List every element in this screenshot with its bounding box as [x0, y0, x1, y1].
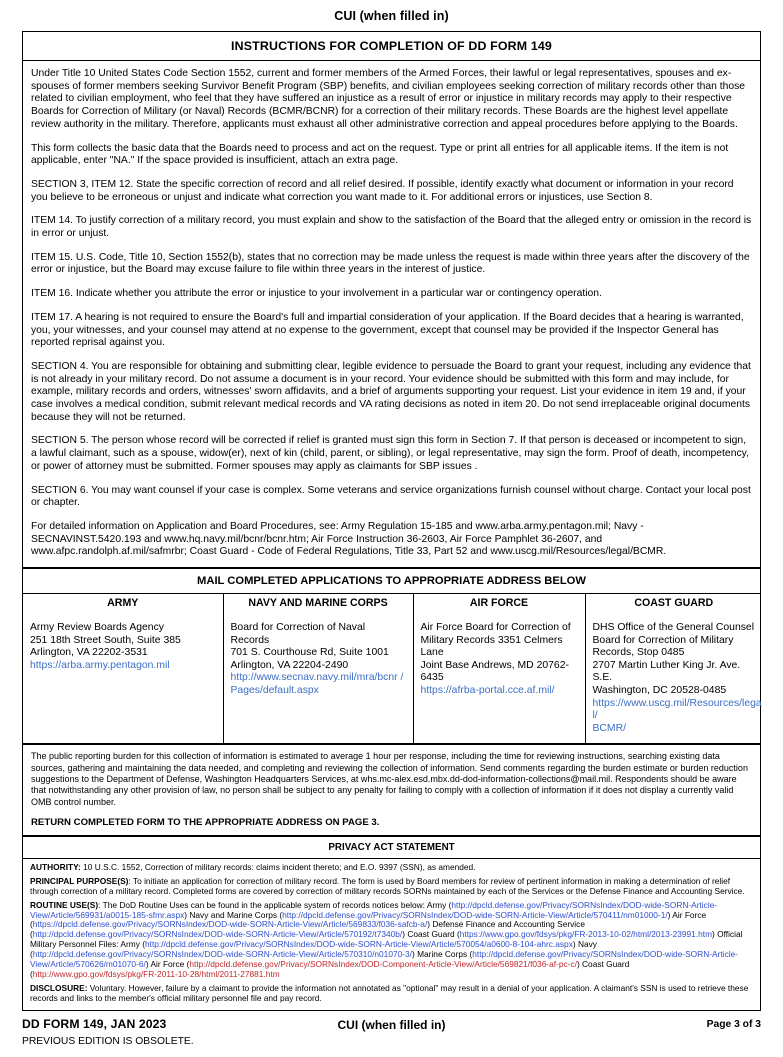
- instruction-paragraph: Under Title 10 United States Code Section 1552, current and former members of the Armed Forces, their lawful or legal representatives, spouses and ex-spouses of former members seeking Survivor Benefit Program (SBP) benefits, and civilian employees seeking correction of military records other than those related to civilian employment, who feel that they have suffered an injustice as a result of error or injustice in military records may apply to their respective Boards for Correction of Military (or Naval) Records (BCMR/BCNR) for a correction of their military records. These Boards are the highest level appellate review authority in the military. Therefore, applicants must exhaust all other administrative correction and appeal procedures before applying to the Boards.: [31, 68, 746, 130]
- disclosure-label: DISCLOSURE:: [30, 982, 88, 993]
- cui-banner-bottom: CUI (when filled in): [337, 1017, 446, 1032]
- form-identifier: DD FORM 149, JAN 2023: [22, 1016, 167, 1031]
- address-line: Joint Base Andrews, MD 20762-6435: [420, 659, 569, 684]
- previous-edition-note: PREVIOUS EDITION IS OBSOLETE.: [22, 1035, 194, 1047]
- principal-purpose-label: PRINCIPAL PURPOSE(S): [30, 875, 129, 886]
- routine-use-url[interactable]: https://www.gpo.gov/fdsys/pkg/FR-2013-10-02/html/2013-23991.htm: [459, 929, 713, 940]
- instruction-paragraph: ITEM 14. To justify correction of a military record, you must explain and show to the satisfaction of the Board that the alleged entry or omission in the record is in error or unjust.: [31, 215, 752, 240]
- addresses-table: [23, 594, 762, 743]
- instruction-paragraph: SECTION 3, ITEM 12. State the specific correction of record and all relief desired. If possible, identify exactly what document or information in your record you believe to be erroneous or unjust and indicate what correction you want made to it. For additional errors or injustices, use Section 8.: [31, 178, 734, 203]
- routine-use-text: ) Defense Finance and Accounting Service (: [30, 919, 585, 940]
- address-line: Records, Stop 0485: [592, 647, 685, 659]
- army-website-link[interactable]: https://arba.army.pentagon.mil: [30, 659, 170, 671]
- routine-use-label: ROUTINE USE(S): [30, 899, 99, 910]
- authority-paragraph: [30, 863, 753, 873]
- routine-use-url[interactable]: http://dpcld.defense.gov/Privacy/SORNsIndex/DOD-wide-SORN-Article-View/Article/570054/a0600-8-104-ahrc.aspx: [144, 939, 573, 950]
- address-line: 701 S. Courthouse Rd, Suite 1001: [230, 647, 389, 659]
- instruction-paragraph: SECTION 6. You may want counsel if your case is complex. Some veterans and service organizations furnish counsel without charge. Contact your local post or chapter.: [31, 484, 751, 509]
- privacy-act-title: PRIVACY ACT STATEMENT: [22, 836, 761, 859]
- routine-use-text: ) Navy (: [30, 939, 597, 960]
- instructions-box: [22, 31, 761, 568]
- mail-addresses-section: [22, 568, 761, 744]
- column-header-navy: NAVY AND MARINE CORPS: [223, 594, 413, 613]
- address-line: Washington, DC 20528-0485: [592, 685, 727, 697]
- instruction-paragraph: ITEM 16. Indicate whether you attribute the error or injustice to your involvement in a particular war or contingency operation.: [31, 288, 602, 300]
- address-cell-air-force: [413, 613, 585, 743]
- column-header-coast-guard: COAST GUARD: [634, 597, 714, 610]
- address-line: Air Force Board for Correction of: [420, 622, 571, 634]
- coast-guard-website-link[interactable]: https://www.uscg.mil/Resources/lega l/: [592, 697, 762, 722]
- instruction-paragraph: SECTION 4. You are responsible for obtaining and submitting clear, legible evidence to persuade the Board to grant your request, including any evidence that is not already in your military record. Do not assume a document is in your record. Your evidence should be submitted with this form and may include, for example, military records and orders, witnesses' sworn affidavits, and a brief of arguments supporting your request. List your evidence in item 19 and, if your case involves a medical condition, submit relevant medical records and VA rating decisions as noted in item 20. Do not send irreplaceable original documents because they will not be returned.: [31, 360, 751, 423]
- routine-use-links: [30, 900, 743, 979]
- instructions-title: INSTRUCTIONS FOR COMPLETION OF DD FORM 149: [23, 32, 760, 61]
- instruction-paragraph: ITEM 17. A hearing is not required to ensure the Board's full and impartial consideration of your application. If the Board decides that a hearing is warranted, you, your witnesses, and your counsel may attend at no expense to the government, except that counsel may be provided if the Inspector General has reported reprisal against you.: [31, 311, 744, 349]
- routine-use-text: ) Official Military Personnel Files: Army (: [30, 929, 743, 950]
- page-footer: [22, 1017, 761, 1057]
- address-line: Arlington, VA 22202-3531: [30, 647, 148, 659]
- address-line: Board for Correction of Military: [592, 634, 734, 646]
- routine-use-text: ) Coast Guard (: [402, 929, 460, 940]
- privacy-act-body: [22, 859, 761, 1011]
- cui-banner-top: CUI (when filled in): [334, 9, 449, 23]
- coast-guard-website-link-cont[interactable]: BCMR/: [592, 722, 626, 734]
- table-header-row: [23, 594, 762, 613]
- address-line: Army Review Boards Agency: [30, 622, 164, 634]
- instruction-paragraph: ITEM 15. U.S. Code, Title 10, Section 1552(b), states that no correction may be made unless the request is made within three years after the discovery of the error or injustice, but the Board may excuse failure to file within three years in the interest of justice.: [31, 251, 750, 276]
- address-cell-army: [23, 613, 223, 743]
- address-line: Board for Correction of Naval Records: [230, 622, 366, 646]
- routine-use-paragraph: [30, 901, 753, 980]
- public-burden-box: [22, 744, 761, 835]
- routine-use-url[interactable]: http://www.gpo.gov/fdsys/pkg/FR-2011-10-28/html/2011-27881.htm: [32, 968, 280, 979]
- navy-website-link-cont[interactable]: Pages/default.aspx: [230, 685, 319, 697]
- routine-use-intro: : The DoD Routine Uses can be found in the applicable system of records notices below: Army (: [98, 899, 452, 910]
- routine-use-text: ) Air Force (: [145, 959, 190, 970]
- page-number: Page 3 of 3: [706, 1018, 761, 1030]
- address-cell-coast-guard: [585, 613, 762, 743]
- routine-use-text: ) Coast Guard (: [30, 959, 630, 979]
- routine-use-url[interactable]: http://dpcld.defense.gov/Privacy/SORNsIndex/DOD-wide-SORN-Article-View/Article/570411/nm01000-1/: [282, 909, 668, 920]
- navy-website-link[interactable]: http://www.secnav.navy.mil/mra/bcnr /: [230, 672, 404, 684]
- principal-purpose-text: : To initiate an application for correction of military record. The form is used by Board members for review of pertinent information in making a determination of relief through correction of a military record. Completed forms are covered by correction of military records SORNs maintained by each of the Services or the Defense Finance and Accounting Service.: [30, 875, 745, 896]
- routine-use-url[interactable]: http://dpcld.defense.gov/Privacy/SORNsIndex/DOD-wide-SORN-Article-View/Article/570310/n01070-3/: [32, 949, 412, 960]
- routine-use-url[interactable]: http://dpcld.defense.gov/Privacy/SORNsIndex/DOD-wide-SORN-Article-View/Article/569931/a0015-185-sfmr.aspx: [30, 899, 718, 920]
- routine-use-url[interactable]: https://dpcld.defense.gov/Privacy/SORNsIndex/DOD-wide-SORN-Article-View/Article/569833/f036-safcb-a/: [32, 919, 428, 930]
- instruction-paragraph: This form collects the basic data that the Boards need to process and act on the request. Type or print all entries for all applicable items. If the item is not applicable, enter "NA." If the space provided is insufficient, attach an extra page.: [31, 142, 729, 167]
- address-line: 2707 Martin Luther King Jr. Ave. S.E.: [592, 659, 741, 684]
- return-instruction: RETURN COMPLETED FORM TO THE APPROPRIATE ADDRESS ON PAGE 3.: [31, 816, 380, 828]
- authority-text: 10 U.S.C. 1552, Correction of military records: claims incident thereto; and E.O. 9397 (SSN), as amended.: [80, 861, 476, 872]
- routine-use-url[interactable]: http://dpcld.defense.gov/Privacy/SORNsIndex/DOD-wide-SORN-Article-View/Article/570192/t7340b/: [32, 929, 403, 940]
- disclosure-text: Voluntary. However, failure by a claimant to provide the information not annotated as "optional" may result in a denial of your application. A claimant's SSN is used to retrieve these records and links to the member's official military personnel file and pay record.: [30, 982, 749, 1003]
- address-line: 251 18th Street South, Suite 385: [30, 634, 181, 646]
- principal-purpose-paragraph: [30, 877, 753, 897]
- address-cell-navy: [223, 613, 413, 743]
- table-row: [23, 613, 762, 743]
- routine-use-text: ) Air Force (: [30, 909, 707, 930]
- address-line: DHS Office of the General Counsel: [592, 622, 755, 634]
- address-line: Military Records 3351 Celmers Lane: [420, 634, 563, 659]
- column-header-army: ARMY: [23, 594, 223, 613]
- routine-use-text: ) Marine Corps (: [411, 949, 473, 960]
- air-force-website-link[interactable]: https://afrba-portal.cce.af.mil/: [420, 685, 555, 697]
- authority-label: AUTHORITY:: [30, 861, 81, 872]
- address-line: Arlington, VA 22204-2490: [230, 659, 349, 671]
- routine-use-text: ) Navy and Marine Corps (: [184, 909, 283, 920]
- public-burden-statement: The public reporting burden for this collection of information is estimated to average 1 hour per response, including the time for reviewing instructions, searching existing data sources, gathering and maintaining the data needed, and completing and reviewing the collection of information. Send comments regarding the burden estimate or burden reduction suggestions to the Department of Defense, Washington Headquarters Services, at whs.mc-alex.esd.mbx.dd-dod-information-collections@mail.mil. Respondents should be aware that notwithstanding any other provision of law, no person shall be subject to any penalty for failing to comply with a collection of information if it does not display a currently valid OMB control number.: [31, 751, 748, 807]
- routine-use-url[interactable]: http://dpcld.defense.gov/Privacy/SORNsIndex/DOD-wide-SORN-Article-View/Article/570626/m01070-6/: [30, 949, 738, 970]
- instruction-paragraph: SECTION 5. The person whose record will be corrected if relief is granted must sign this form in Section 7. If that person is deceased or incompetent to sign, a lawful claimant, such as a spouse, widow(er), next of kin (child, parent, or sibling), or legal representative, may sign the form. Proof of death, incompetency, or power of attorney must be submitted. Former spouses may apply as claimants for SBP issues .: [31, 435, 749, 472]
- disclosure-paragraph: [30, 984, 753, 1004]
- routine-use-url[interactable]: http://dpcld.defense.gov/Privacy/SORNsIndex/DOD-Component-Article-View/Article/569821/f036-af-pc-c/: [189, 959, 577, 970]
- mail-section-title: MAIL COMPLETED APPLICATIONS TO APPROPRIATE ADDRESS BELOW: [23, 568, 760, 594]
- instructions-body: [23, 61, 760, 567]
- instruction-paragraph: For detailed information on Application and Board Procedures, see: Army Regulation 15-185 and www.arba.army.pentagon.mil; Navy - SECNAVINST.5420.193 and www.hq.navy.mil/bcnr/bcnr.htm; Air Force Instruction 36-2603, Air Force Pamphlet 36-2607, and www.afpc.randolph.af.mil/safmrbr; Coast Guard - Code of Federal Regulations, Title 33, Part 52 and www.uscg.mil/Resources/legal/BCMR.: [31, 520, 667, 558]
- column-header-air-force: AIR FORCE: [413, 594, 585, 613]
